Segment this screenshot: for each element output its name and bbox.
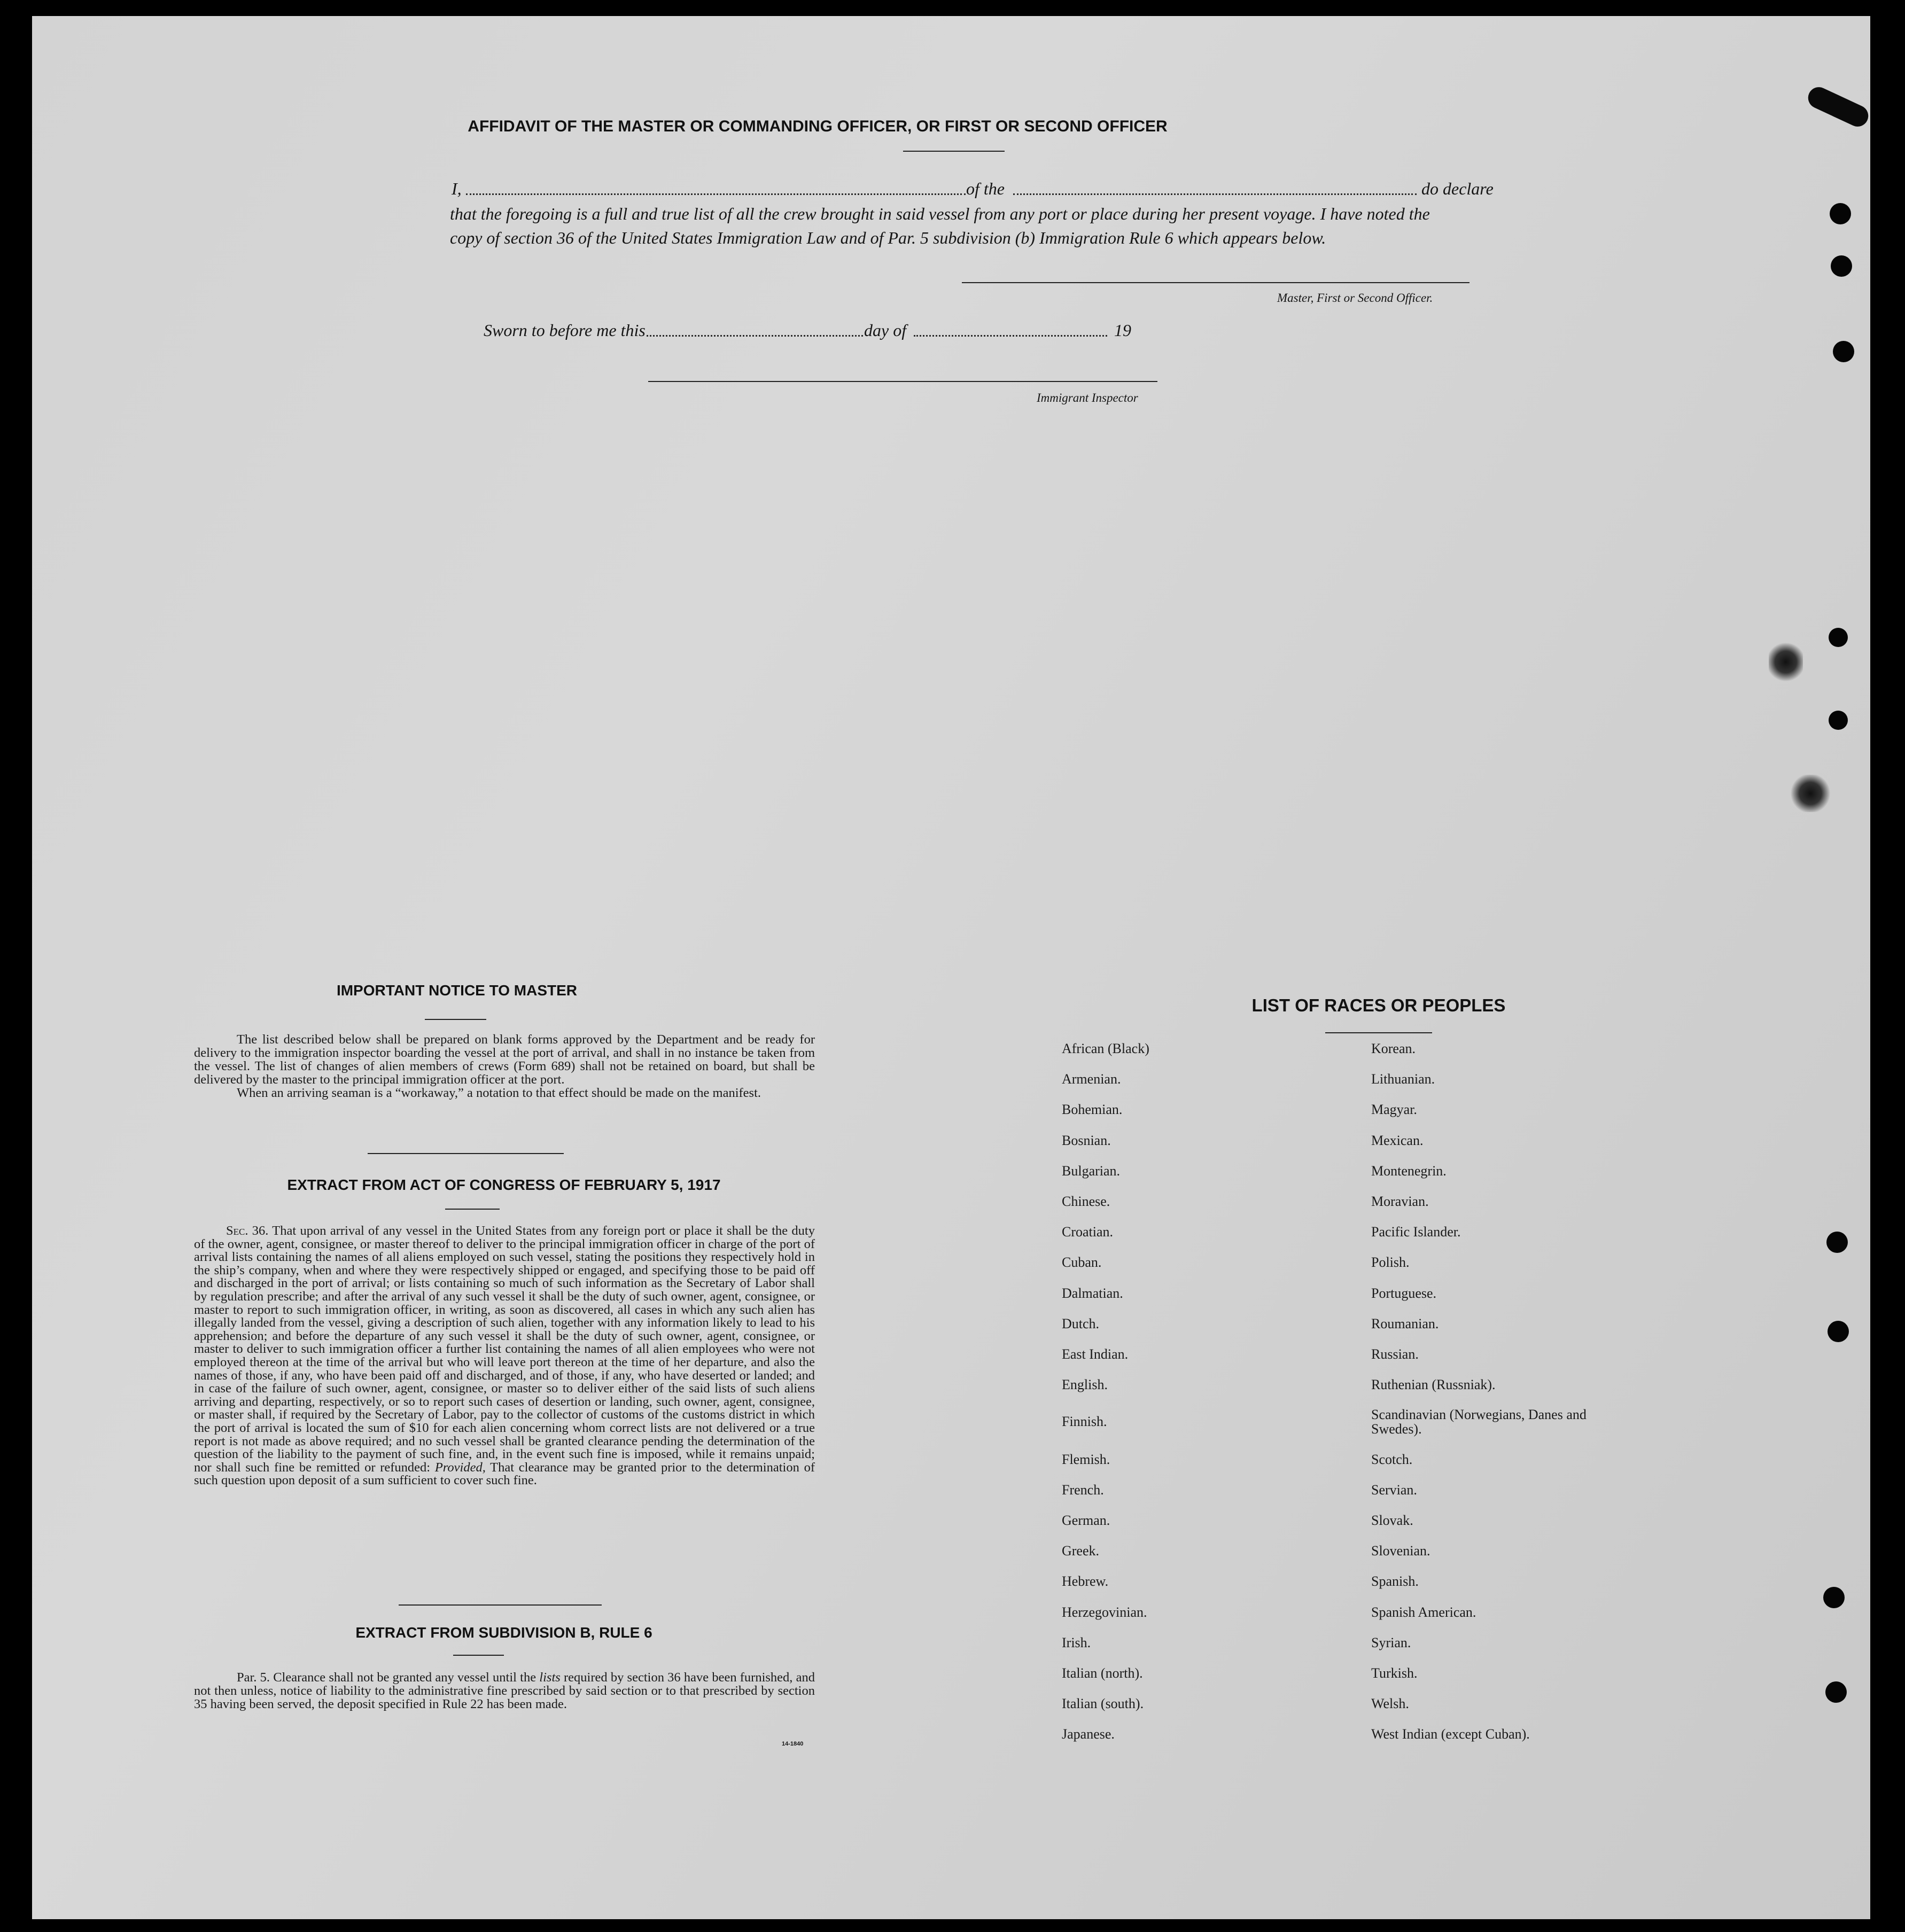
race-item: Herzegovinian. [1062, 1604, 1147, 1620]
lists-word: lists [539, 1670, 561, 1685]
sworn-month-field[interactable] [914, 335, 1107, 337]
race-item: West Indian (except Cuban). [1371, 1726, 1530, 1742]
race-item: Korean. [1371, 1041, 1416, 1056]
race-item: Lithuanian. [1371, 1071, 1435, 1087]
affidavit-statement-line-3: copy of section 36 of the United States Immigration Law and of Par. 5 subdivision (b) Immigration Rule 6 which appears below. [450, 228, 1326, 247]
declare-label: do declare [1421, 179, 1494, 198]
section-divider [368, 1153, 564, 1154]
race-item: Armenian. [1062, 1071, 1121, 1087]
extract-rule-divider [453, 1655, 504, 1656]
race-item: Spanish American. [1371, 1604, 1476, 1620]
sworn-day-field[interactable] [647, 335, 863, 337]
ink-blot [1769, 641, 1803, 683]
binder-hole [1831, 255, 1852, 277]
race-item: Finnish. [1062, 1414, 1107, 1430]
race-item: Bulgarian. [1062, 1163, 1121, 1179]
sec-36-label: Sec. 36. [226, 1224, 269, 1238]
extract-act-divider [445, 1209, 500, 1210]
sworn-label: Sworn to before me this [484, 321, 646, 340]
sec-36-body-end: That clearance may be granted prior to the determination of such question upon deposit of a sum sufficient to cover such fine. [194, 1460, 815, 1488]
race-item: Bohemian. [1062, 1102, 1123, 1118]
provided-label: Provided, [434, 1460, 486, 1475]
form-number: 14-1840 [782, 1741, 804, 1747]
extract-act-title: EXTRACT FROM ACT OF CONGRESS OF FEBRUARY 5, 1917 [287, 1177, 721, 1193]
race-item: Scandinavian (Norwegians, Danes and Swedes). [1371, 1407, 1587, 1437]
race-item: Moravian. [1371, 1194, 1429, 1209]
race-item: Chinese. [1062, 1194, 1110, 1209]
race-item: Montenegrin. [1371, 1163, 1447, 1179]
binder-hole [1825, 1681, 1847, 1703]
master-signature-caption: Master, First or Second Officer. [1277, 291, 1433, 305]
race-item: East Indian. [1062, 1346, 1129, 1362]
rule-6-text [194, 1671, 815, 1711]
sec-36-body: That upon arrival of any vessel in the United States from any foreign port or place it shall be the duty of the owner, agent, consignee, or master thereof to deliver to the principal immigration officer in charge of the port of arrival lists containing the names of all aliens employed on such vessel, stating the positions they respectively hold in the ship’s company, when and where they were respectively shipped or engaged, and specifying those to be paid off and discharged in the port of arrival; or lists containing so much of such information as the Secretary of Labor shall by regulation prescribe; and after the arrival of any such vessel it shall be the duty of such owner, agent, consignee, or master to report to such immigration officer, in writing, as soon as discovered, all cases in which any such alien has illegally landed from the vessel, giving a description of such alien, together with any information likely to lead to his apprehension; and before the departure of any such vessel it shall be the duty of such owner, agent, consignee, or master to deliver to such immigration officer a further list containing the names of all alien employees who were not employed thereon at the time of the arrival but who will leave port thereon at the time of her departure, and also the names of those, if any, who have been paid off and discharged, and of those, if any, who have deserted or landed; and in case of the failure of such owner, agent, consignee, or master so to deliver either of the said lists of such aliens arriving and departing, respectively, or so to report such cases of desertion or landing, such owner, agent, consignee, or master shall, if required by the Secretary of Labor, pay to the collector of customs of the customs district in which the port of arrival is located the sum of $10 for each alien concerning whom correct lists are not delivered or a true report is not made as above required; and no such vessel shall be granted clearance pending the determination of the question of the liability to the payment of such fine, and, in the event such fine is imposed, while it remains unpaid; nor shall such fine be remitted or refunded: [194, 1224, 815, 1475]
notice-text [194, 1033, 815, 1100]
notice-paragraph-1: The list described below shall be prepared on blank forms approved by the Department and be ready for delivery to the immigration inspector boarding the vessel at the port of arrival, and shall in no instance be taken from the vessel. The list of changes of alien members of crews (Form 689) shall not be retained on board, but shall be delivered by the master to the principal immigration officer at the port. [194, 1032, 815, 1087]
race-item: Slovenian. [1371, 1543, 1430, 1559]
binder-hole [1828, 1321, 1849, 1342]
race-item: African (Black) [1062, 1041, 1149, 1056]
race-item: Japanese. [1062, 1726, 1115, 1742]
race-item: Bosnian. [1062, 1132, 1111, 1148]
binder-hole [1830, 203, 1851, 224]
race-item: Magyar. [1371, 1102, 1417, 1118]
race-item: Slovak. [1371, 1513, 1413, 1528]
binder-hole [1829, 628, 1848, 647]
race-item: Portuguese. [1371, 1285, 1437, 1301]
race-item: Russian. [1371, 1346, 1419, 1362]
binder-hole [1833, 341, 1854, 362]
race-item: French. [1062, 1482, 1104, 1498]
ink-blot [1790, 775, 1831, 812]
vessel-name-field[interactable] [1013, 193, 1417, 195]
race-item: Italian (south). [1062, 1696, 1144, 1712]
section-divider-2 [399, 1604, 602, 1606]
master-signature-line[interactable] [962, 282, 1469, 283]
inspector-caption: Immigrant Inspector [1037, 391, 1138, 404]
races-divider [1325, 1032, 1432, 1033]
race-item: Polish. [1371, 1255, 1410, 1271]
affiant-label: I, [452, 179, 462, 198]
form-sheet [32, 16, 1870, 1919]
race-item: Italian (north). [1062, 1665, 1143, 1681]
race-item: Flemish. [1062, 1451, 1110, 1467]
inspector-signature-line[interactable] [648, 381, 1157, 382]
affidavit-statement-line-2: that the foregoing is a full and true list of all the crew brought in said vessel from any port or place during her present voyage. I have noted the [450, 204, 1430, 223]
notice-paragraph-2: When an arriving seaman is a “workaway,” a notation to that effect should be made on the manifest. [237, 1086, 761, 1100]
binder-hole [1823, 1587, 1845, 1608]
race-item: Dutch. [1062, 1315, 1100, 1331]
race-item: Scotch. [1371, 1451, 1413, 1467]
race-item: Turkish. [1371, 1665, 1418, 1681]
race-item: Welsh. [1371, 1696, 1409, 1712]
race-item: Irish. [1062, 1634, 1091, 1650]
affiant-name-field[interactable] [466, 193, 966, 195]
binder-hole [1826, 1232, 1848, 1253]
race-item: Spanish. [1371, 1573, 1419, 1590]
race-item: Mexican. [1371, 1132, 1424, 1148]
rule-6-text-start: Par. 5. Clearance shall not be granted any vessel until the [237, 1670, 536, 1685]
race-item: Dalmatian. [1062, 1285, 1123, 1301]
race-item: Croatian. [1062, 1224, 1114, 1240]
race-item: English. [1062, 1377, 1108, 1393]
notice-divider [425, 1019, 486, 1020]
rule-6-text-end: required by section 36 have been furnished, and not then unless, notice of liability to the administrative fine prescribed by said section or to that prescribed by section 35 having been served, the deposit specified in Rule 22 has been made. [194, 1670, 815, 1711]
race-item: Servian. [1371, 1482, 1417, 1498]
year-label: 19 [1114, 321, 1131, 340]
of-the-label: of the [966, 179, 1005, 198]
race-item: Hebrew. [1062, 1573, 1109, 1590]
race-item: Cuban. [1062, 1255, 1102, 1271]
race-item: Ruthenian (Russniak). [1371, 1377, 1496, 1393]
notice-title: IMPORTANT NOTICE TO MASTER [336, 982, 578, 999]
races-title: LIST OF RACES OR PEOPLES [1251, 995, 1506, 1015]
binder-hole [1829, 711, 1848, 730]
affidavit-title: AFFIDAVIT OF THE MASTER OR COMMANDING OFFICER, OR FIRST OR SECOND OFFICER [468, 118, 1168, 135]
race-item: German. [1062, 1513, 1110, 1528]
extract-rule-title: EXTRACT FROM SUBDIVISION B, RULE 6 [355, 1624, 652, 1641]
day-of-label: day of [864, 321, 907, 340]
race-item: Syrian. [1371, 1634, 1411, 1650]
title-divider [903, 151, 1005, 152]
race-item: Pacific Islander. [1371, 1224, 1461, 1240]
race-item: Greek. [1062, 1543, 1100, 1559]
section-36-text [194, 1225, 815, 1487]
race-item: Roumanian. [1371, 1315, 1439, 1331]
